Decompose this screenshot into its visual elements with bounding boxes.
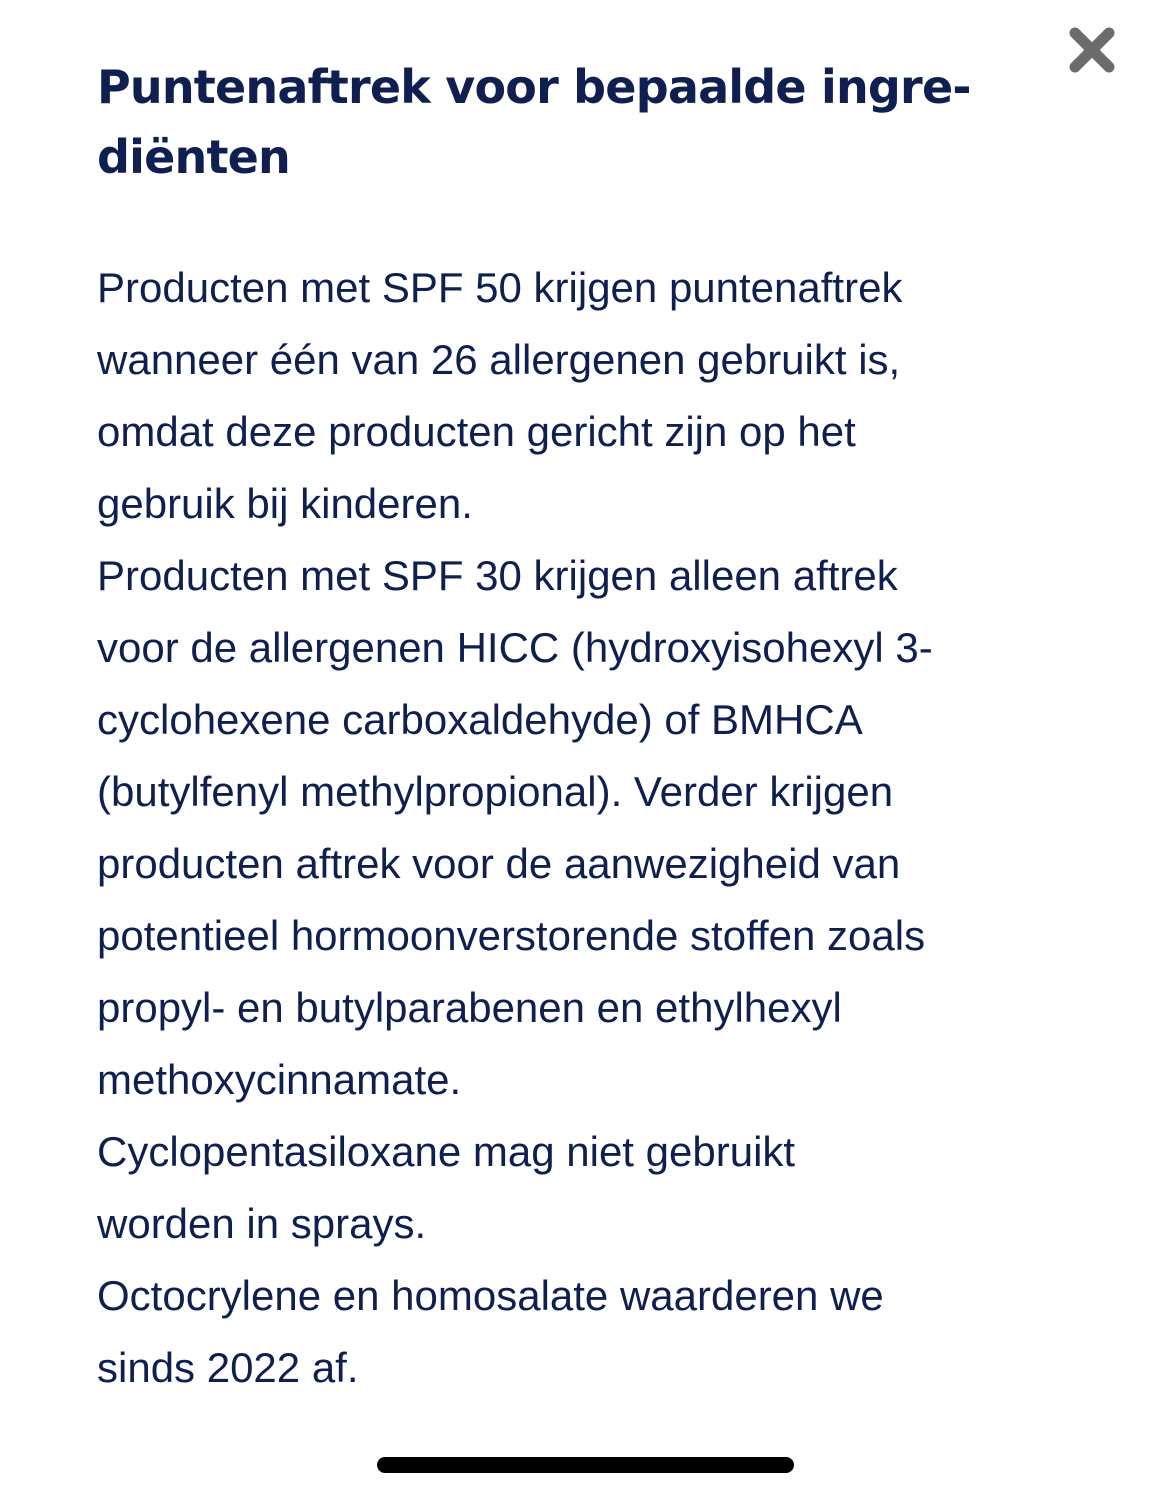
body-line: (butylfenyl methylpropional). Verder krijgen — [97, 768, 894, 815]
body-line: worden in sprays. — [97, 1200, 427, 1247]
modal-title-line: Puntenaftrek voor bepaalde ingre- — [97, 60, 971, 114]
modal-title — [97, 52, 1057, 192]
body-line: Producten met SPF 30 krijgen alleen aftrek — [97, 552, 898, 599]
body-line: Octocrylene en homosalate waarderen we — [97, 1272, 884, 1319]
body-line: Producten met SPF 50 krijgen puntenaftrek — [97, 264, 903, 311]
body-line: sinds 2022 af. — [97, 1344, 359, 1391]
close-icon — [1066, 24, 1118, 76]
home-indicator[interactable] — [377, 1457, 794, 1473]
body-line: potentieel hormoonverstorende stoffen zoals — [97, 912, 926, 959]
modal-body — [97, 252, 1097, 1404]
body-line: omdat deze producten gericht zijn op het — [97, 408, 856, 455]
modal-title-line: diënten — [97, 130, 290, 184]
body-line: propyl- en butylparabenen en ethylhexyl — [97, 984, 842, 1031]
body-line: Cyclopentasiloxane mag niet gebruikt — [97, 1128, 796, 1175]
body-line: methoxycinnamate. — [97, 1056, 462, 1103]
body-line: cyclohexene carboxaldehyde) of BMHCA — [97, 696, 863, 743]
body-line: gebruik bij kinderen. — [97, 480, 473, 527]
body-line: voor de allergenen HICC (hydroxyisohexyl 3- — [97, 624, 933, 671]
close-button[interactable] — [1062, 20, 1122, 80]
body-line: producten aftrek voor de aanwezigheid van — [97, 840, 901, 887]
body-line: wanneer één van 26 allergenen gebruikt is, — [97, 336, 901, 383]
